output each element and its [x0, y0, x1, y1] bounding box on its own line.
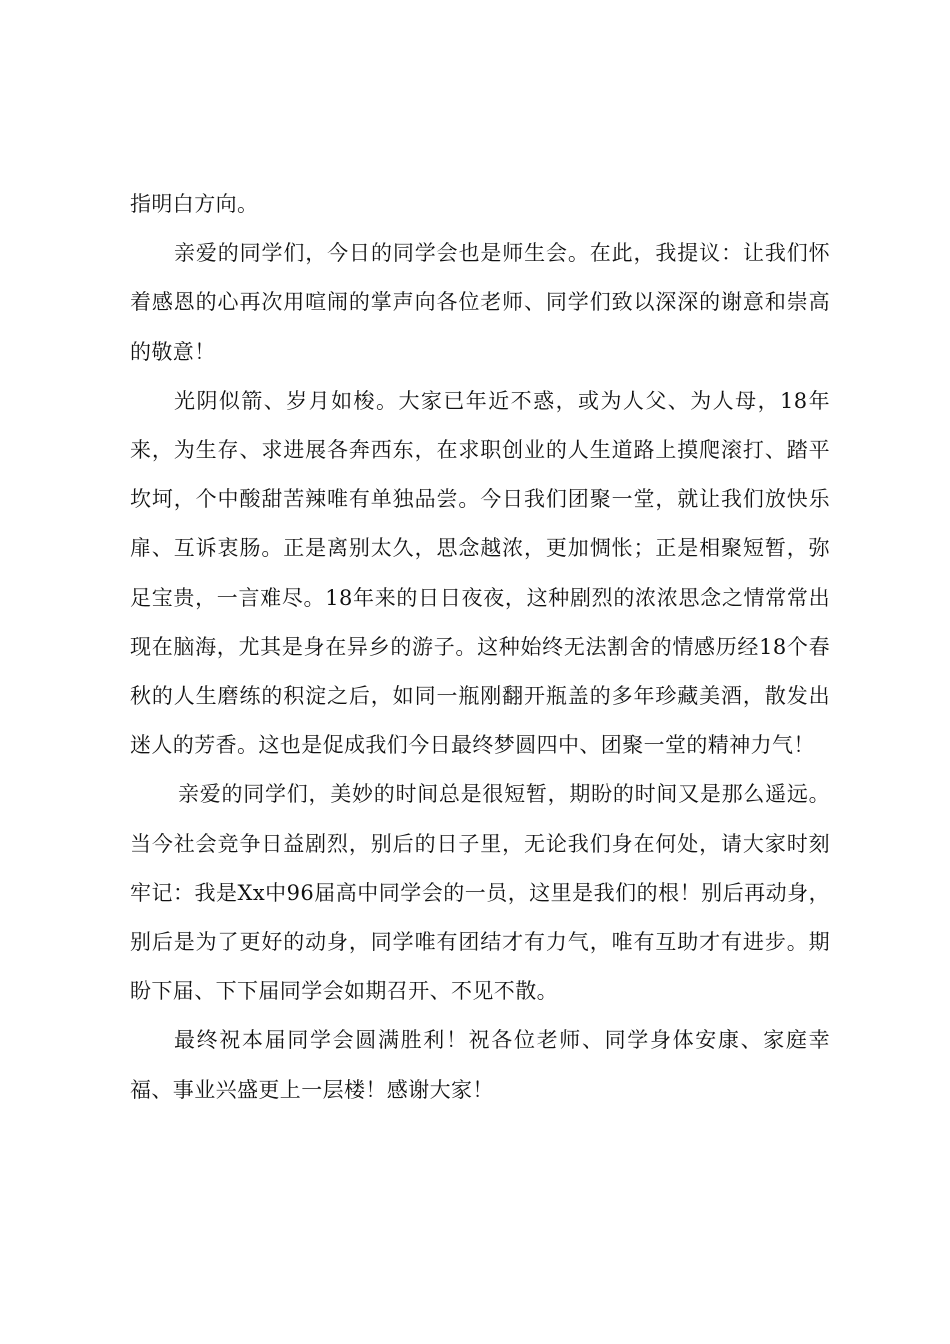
body-text: [130, 180, 830, 1115]
paragraph-remember-roots: 亲爱的同学们，美妙的时间总是很短暂，期盼的时间又是那么遥远。当今社会竞争日益剧烈，别后的日子里，无论我们身在何处，请大家时刻牢记：我是Xx中96届高中同学会的一员，这里是我们的根！别后再动身，别后是为了更好的动身，同学唯有团结才有力气，唯有互助才有进步。期盼下届、下下届同学会如期召开、不见不散。: [130, 782, 830, 1004]
paragraph-time-flies: 光阴似箭、岁月如梭。大家已年近不惑，或为人父、为人母，18年来，为生存、求进展各奔西东，在求职创业的人生道路上摸爬滚打、踏平坎坷，个中酸甜苦辣唯有单独品尝。今日我们团聚一堂，就让我们放快乐扉、互诉衷肠。正是离别太久，思念越浓，更加惆怅；正是相聚短暂，弥足宝贵，一言难尽。18年来的日日夜夜，这种剧烈的浓浓思念之情常常出现在脑海，尤其是身在异乡的游子。这种始终无法割舍的情感历经18个春秋的人生磨练的积淀之后，如同一瓶刚翻开瓶盖的多年珍藏美酒，散发出迷人的芳香。这也是促成我们今日最终梦圆四中、团聚一堂的精神力气！: [130, 388, 830, 758]
paragraph-thanks-teachers: 亲爱的同学们，今日的同学会也是师生会。在此，我提议：让我们怀着感恩的心再次用喧闹的掌声向各位老师、同学们致以深深的谢意和崇高的敬意！: [130, 241, 830, 364]
paragraph-continuation: 指明白方向。: [130, 192, 259, 216]
paragraph-closing-wishes: 最终祝本届同学会圆满胜利！祝各位老师、同学身体安康、家庭幸福、事业兴盛更上一层楼！感谢大家！: [130, 1028, 830, 1102]
